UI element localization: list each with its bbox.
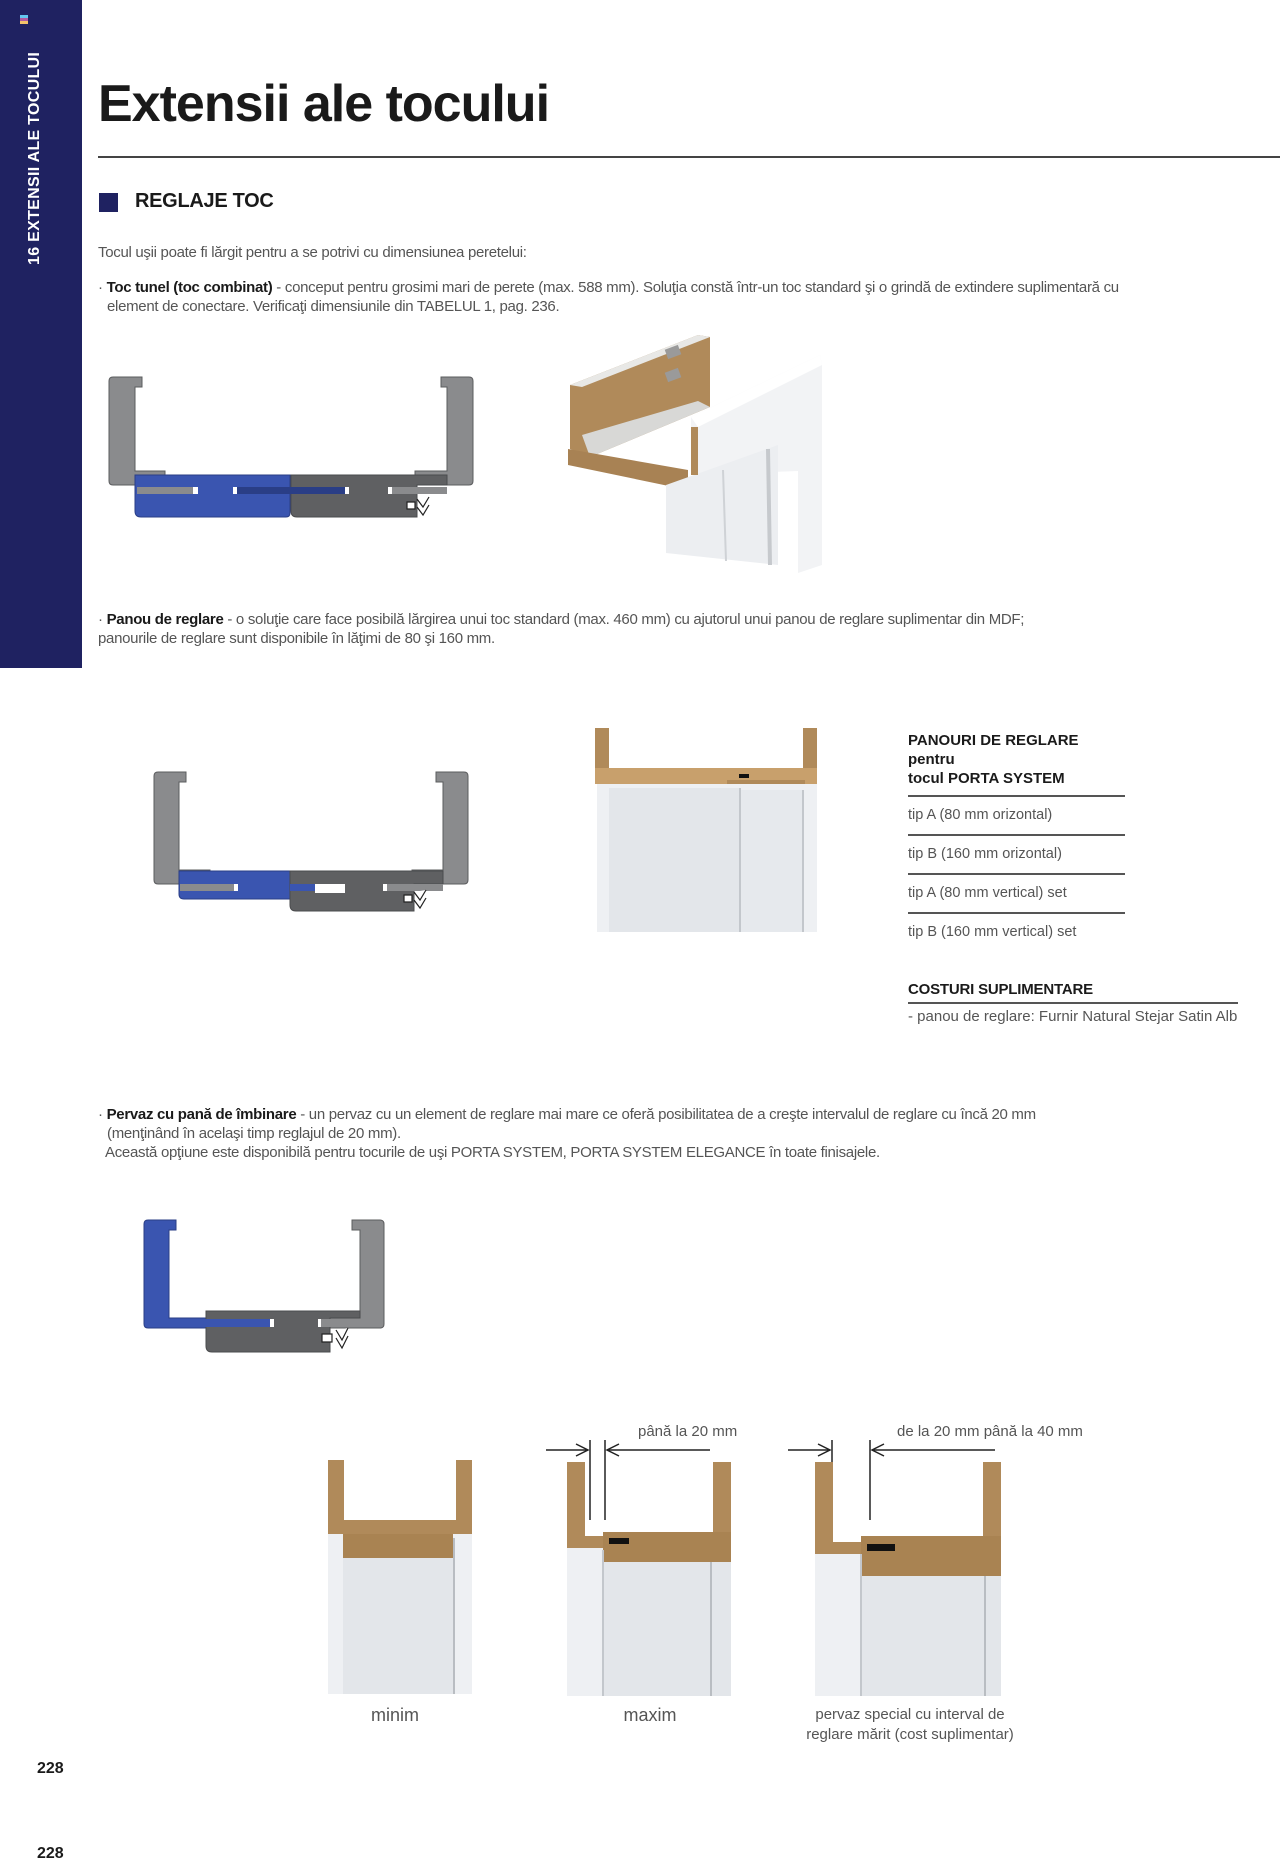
bullet-panou-reglare: · Panou de reglare - o soluţie care face posibilă lărgirea unui toc standard (max. 460 mm) cu ajutorul unui panou de reglare suplimentar din MDF;	[98, 611, 1025, 628]
pervaz-diagram	[142, 1218, 392, 1358]
panel-list-item: tip A (80 mm orizontal)	[908, 797, 1125, 836]
costuri-item: - panou de reglare: Furnir Natural Stejar Satin Alb	[908, 1008, 1238, 1025]
bullet-text-cont: Această opţiune este disponibilă pentru tocurile de uşi PORTA SYSTEM, PORTA SYSTEM ELEGANCE în toate finisajele.	[105, 1144, 880, 1161]
panel-list-item: tip A (80 mm vertical) set	[908, 875, 1125, 914]
bullet-title: Panou de reglare	[106, 611, 224, 628]
sidebar-chapter-label	[26, 235, 44, 265]
bullet-text-cont: (menţinând în acelaşi timp reglajul de 20 mm).	[107, 1125, 401, 1142]
page-number: 228	[37, 1760, 64, 1777]
bullet-toc-tunel: · Toc tunel (toc combinat) - conceput pentru grosimi mari de perete (max. 588 mm). Soluţia constă într-un toc standard şi o grindă de extindere suplimentară cu	[98, 279, 1119, 296]
toc-tunel-diagram	[105, 375, 475, 520]
bullet-text: - conceput pentru grosimi mari de perete (max. 588 mm). Soluţia constă într-un toc standard şi o grindă de extindere suplimentară cu	[272, 279, 1119, 296]
bullet-text-cont: panourile de reglare sunt disponibile în lăţimi de 80 şi 160 mm.	[98, 630, 495, 647]
bullet-title: Toc tunel (toc combinat)	[106, 279, 273, 296]
panel-list-item: tip B (160 mm orizontal)	[908, 836, 1125, 875]
page-title: Extensii ale tocului	[98, 75, 550, 133]
page-number-footer: 228	[37, 1845, 64, 1862]
photo-special	[815, 1462, 1005, 1697]
intro-text: Tocul uşii poate fi lărgit pentru a se potrivi cu dimensiunea peretelui:	[98, 244, 527, 261]
caption-minim: minim	[371, 1705, 419, 1725]
photo-maxim	[567, 1462, 732, 1697]
toc-tunel-photo	[558, 325, 823, 575]
panel-list-item: tip B (160 mm vertical) set	[908, 924, 1077, 940]
section-title: REGLAJE TOC	[135, 190, 274, 212]
bullet-title: Pervaz cu pană de îmbinare	[106, 1106, 297, 1123]
divider	[908, 1002, 1238, 1004]
bullet-text: - un pervaz cu un element de reglare mai mare ce oferă posibilitatea de a creşte intervalul de reglare cu încă 20 mm	[296, 1106, 1036, 1123]
bullet-text-cont: element de conectare. Verificaţi dimensiunile din TABELUL 1, pag. 236.	[107, 298, 560, 315]
dimension-label-special: de la 20 mm până la 40 mm	[897, 1423, 1083, 1440]
section-marker-icon	[99, 193, 118, 212]
title-divider	[98, 156, 1280, 158]
panel-list-heading: PANOURI DE REGLARE pentru tocul PORTA SYSTEM	[908, 732, 1079, 787]
costuri-suplimentare	[908, 980, 1238, 1025]
costuri-heading: COSTURI SUPLIMENTARE	[908, 981, 1093, 998]
photo-minim	[328, 1460, 473, 1695]
caption-special: pervaz special cu interval de reglare mărit (cost suplimentar)	[806, 1706, 1014, 1743]
panou-reglare-diagram	[150, 770, 475, 910]
flag-icon	[20, 15, 28, 24]
bullet-text: - o soluţie care face posibilă lărgirea unui toc standard (max. 460 mm) cu ajutorul unui panou de reglare suplimentar din MDF;	[223, 611, 1025, 628]
panouri-reglare-list	[908, 731, 1125, 951]
caption-maxim: maxim	[623, 1705, 677, 1725]
bullet-pervaz: · Pervaz cu pană de îmbinare - un pervaz cu un element de reglare mai mare ce oferă posibilitatea de a creşte intervalul de reglare cu încă 20 mm	[98, 1106, 1036, 1123]
dimension-label-maxim: până la 20 mm	[638, 1423, 738, 1440]
panou-reglare-photo	[595, 728, 825, 933]
